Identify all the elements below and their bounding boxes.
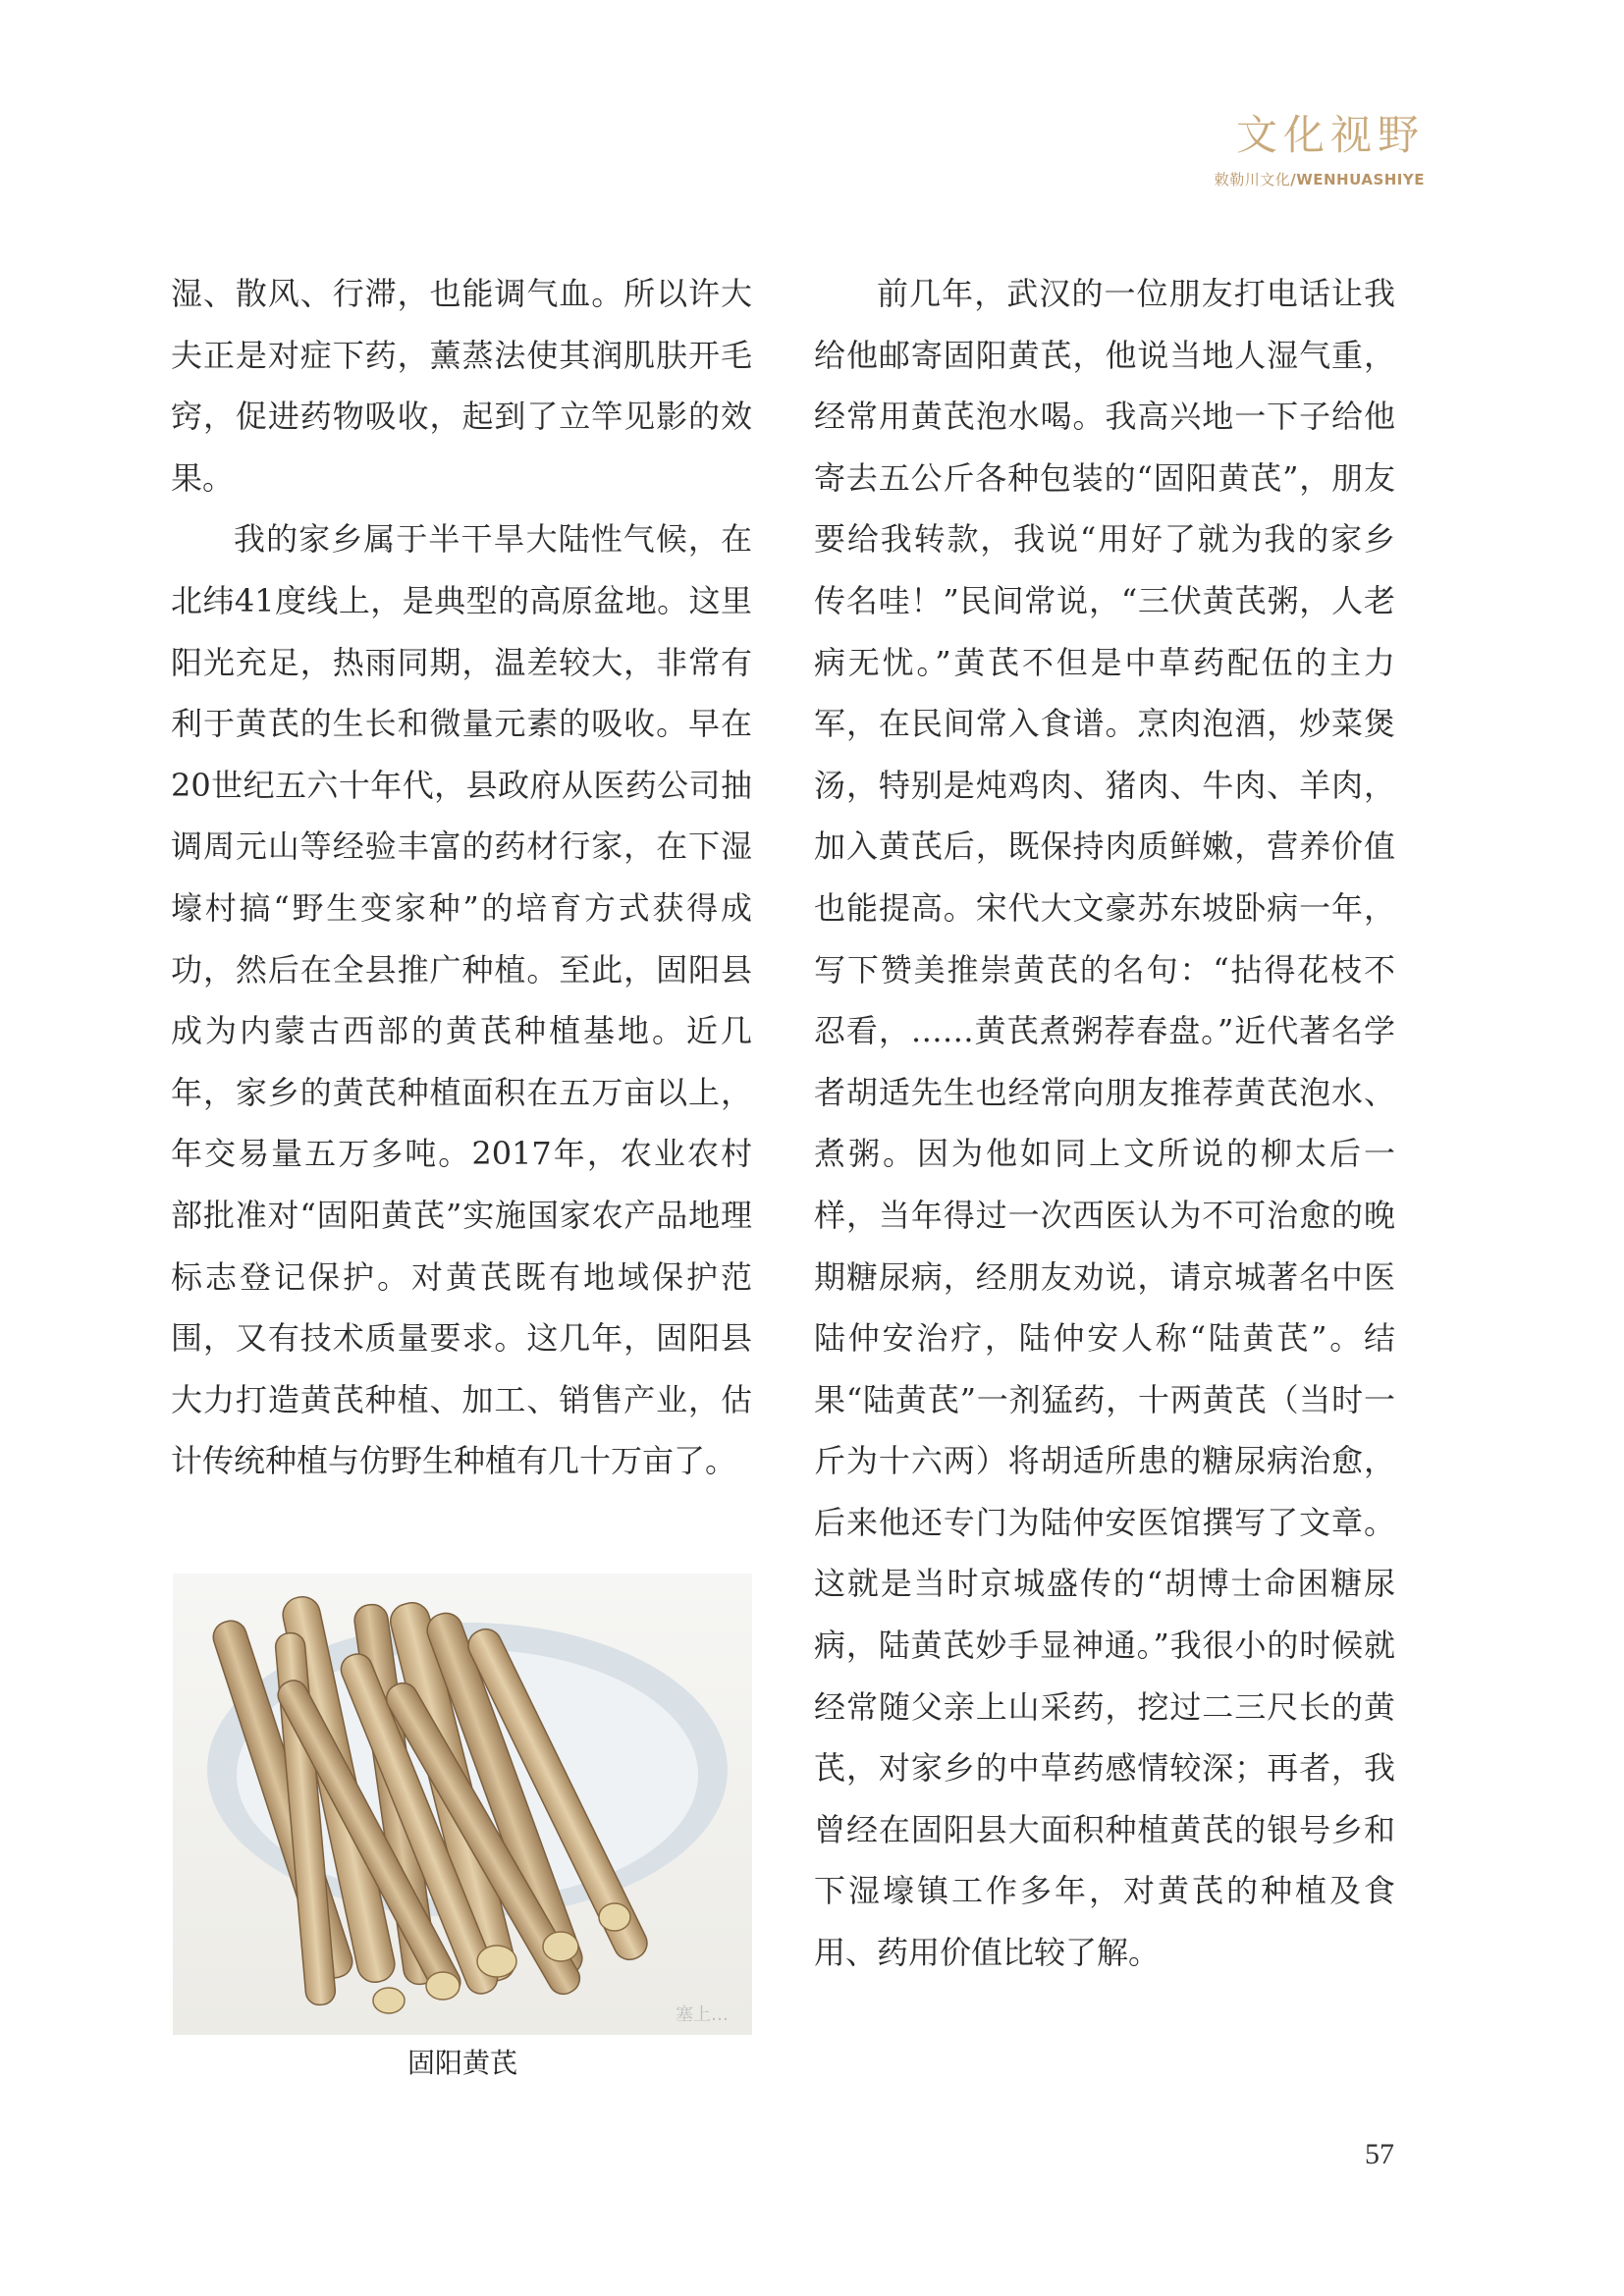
left-paragraph-2: 我的家乡属于半干旱大陆性气候，在北纬41度线上，是典型的高原盆地。这里阳光充足，热雨同期，温差较大，非常有利于黄芪的生长和微量元素的吸收。早在20世纪五六十年代，县政府从医药公司抽调周元山等经验丰富的药材行家，在下湿壕村搞“野生变家种”的培育方式获得成功，然后在全县推广种植。至此，固阳县成为内蒙古西部的黄芪种植基地。近几年，家乡的黄芪种植面积在五万亩以上，年交易量五万多吨。2017年，农业农村部批准对“固阳黄芪”实施国家农产品地理标志登记保护。对黄芪既有地域保护范围，又有技术质量要求。这几年，固阳县大力打造黄芪种植、加工、销售产业，估计传统种植与仿野生种植有几十万亩了。 — [171, 520, 752, 1480]
section-header — [1215, 108, 1425, 189]
left-column — [171, 263, 752, 1492]
photo-watermark: 塞上… — [676, 2004, 729, 2025]
right-column — [814, 263, 1395, 1984]
photo-caption: 固阳黄芪 — [406, 2047, 517, 2079]
section-title: 文化视野 — [1235, 111, 1425, 159]
subtitle-en: /WENHUASHIYE — [1290, 171, 1425, 188]
left-paragraph-1: 湿、散风、行滞，也能调气血。所以许大夫正是对症下药，薰蒸法使其润肌肤开毛窍，促进药物吸收，起到了立竿见影的效果。 — [171, 275, 752, 497]
huangqi-photo — [173, 1574, 752, 2035]
page-number: 57 — [1365, 2138, 1394, 2170]
section-subtitle — [1215, 169, 1425, 189]
subtitle-cn: 敕勒川文化 — [1214, 171, 1291, 188]
right-paragraph-1: 前几年，武汉的一位朋友打电话让我给他邮寄固阳黄芪，他说当地人湿气重，经常用黄芪泡水喝。我高兴地一下子给他寄去五公斤各种包装的“固阳黄芪”，朋友要给我转款，我说“用好了就为我的家乡传名哇！”民间常说，“三伏黄芪粥，人老病无忧。”黄芪不但是中草药配伍的主力军，在民间常入食谱。烹肉泡酒，炒菜煲汤，特别是炖鸡肉、猪肉、牛肉、羊肉，加入黄芪后，既保持肉质鲜嫩，营养价值也能提高。宋代大文豪苏东坡卧病一年，写下赞美推崇黄芪的名句：“拈得花枝不忍看，……黄芪煮粥荐春盘。”近代著名学者胡适先生也经常向朋友推荐黄芪泡水、煮粥。因为他如同上文所说的柳太后一样，当年得过一次西医认为不可治愈的晚期糖尿病，经朋友劝说，请京城著名中医陆仲安治疗，陆仲安人称“陆黄芪”。结果“陆黄芪”一剂猛药，十两黄芪（当时一斤为十六两）将胡适所患的糖尿病治愈，后来他还专门为陆仲安医馆撰写了文章。这就是当时京城盛传的“胡博士命困糖尿病，陆黄芪妙手显神通。”我很小的时候就经常随父亲上山采药，挖过二三尺长的黄芪，对家乡的中草药感情较深；再者，我曾经在固阳县大面积种植黄芪的银号乡和下湿壕镇工作多年，对黄芪的种植及食用、药用价值比较了解。 — [814, 275, 1395, 1972]
